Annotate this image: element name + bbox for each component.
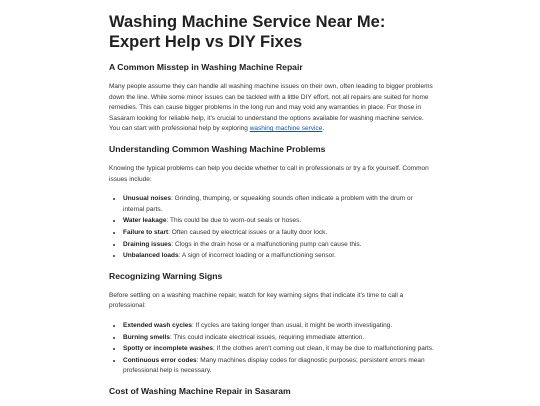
problems-list [109,194,434,262]
list-item-desc: : A sign of incorrect loading or a malfunctioning sensor. [178,252,336,260]
article [109,12,434,406]
list-item-desc: : Often caused by electrical issues or a faulty door lock. [168,228,328,236]
list-item-term: Water leakage [123,217,167,225]
list-item-term: Failure to start [123,228,169,236]
list-item-term: Unusual noises [123,195,172,203]
list-item-desc: : This could be due to worn-out seals or hoses. [166,217,302,225]
list-item-term: Burning smells [123,333,170,341]
section-heading-misstep: A Common Misstep in Washing Machine Repair [109,62,303,72]
list-item-desc: : Clogs in the drain hose or a malfunctioning pump can cause this. [171,240,362,248]
warning-signs-intro: Before settling on a washing machine repair, watch for key warning signs that indicate it's time to call a professional: [109,291,404,310]
list-item-desc: : If the clothes aren't coming out clean, it may be due to malfunctioning parts. [212,345,434,353]
list-item-term: Draining issues [123,240,172,248]
page-title: Washing Machine Service Near Me: Expert Help vs DIY Fixes [109,13,386,51]
washing-machine-service-link[interactable]: washing machine service [249,125,323,133]
list-item [123,194,434,215]
list-item-term: Extended wash cycles [123,321,193,329]
intro-paragraph [109,82,434,135]
list-item [123,216,434,227]
list-item [123,240,434,251]
problems-intro: Knowing the typical problems can help you decide whether to call in professionals or try a fix yourself. Common issues include: [109,164,429,183]
list-item [123,333,434,344]
list-item [123,344,434,355]
section-heading-warning-signs: Recognizing Warning Signs [109,270,223,281]
list-item [123,251,434,262]
warning-signs-list [109,321,434,377]
list-item [123,228,434,239]
list-item-desc: : Grinding, thumping, or squeaking sounds often indicate a problem with the drum or internal parts. [123,195,413,213]
section-heading-cost: Cost of Washing Machine Repair in Sasaram [109,385,291,396]
list-item [123,356,434,377]
list-item-term: Continuous error codes [123,356,197,364]
list-item-desc: : If cycles are taking longer than usual, it might be worth investigating. [192,321,393,329]
list-item-desc: : This could indicate electrical issues, requiring immediate attention. [169,333,365,341]
list-item-term: Unbalanced loads [123,252,179,260]
list-item-term: Spotty or incomplete washes [123,345,213,353]
intro-paragraph-end: . [322,125,325,133]
section-heading-problems: Understanding Common Washing Machine Problems [109,143,326,154]
intro-paragraph-text: Many people assume they can handle all washing machine issues on their own, often leading to bigger problems down the line. While some minor issues can be tackled with a little DIY effort, not all repairs are suited for home remedies. This can cause bigger problems in the long run and may void any warranties in place. For those in Sasaram looking for reliable help, it's crucial to understand the options available for washing machine service. You can start with professional help by exploring [109,83,433,133]
list-item-desc: : Many machines display codes for diagnostic purposes; persistent errors mean professional help is necessary. [123,356,425,375]
list-item [123,321,434,332]
